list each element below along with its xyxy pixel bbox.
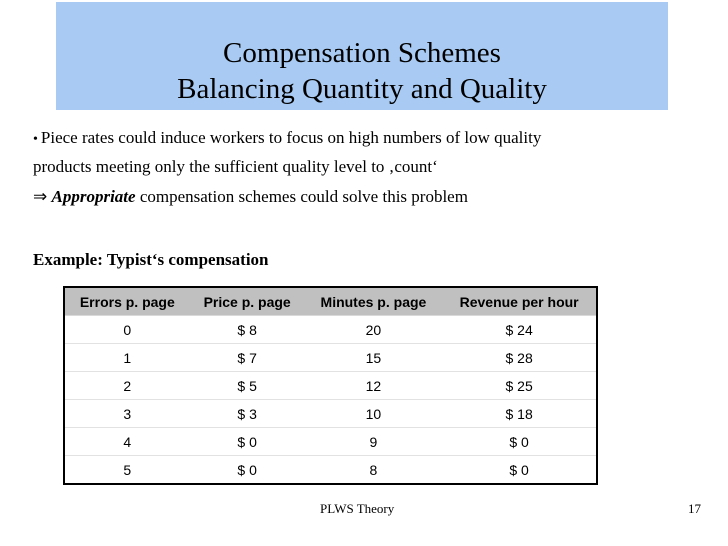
conclusion-text: compensation schemes could solve this problem: [139, 187, 468, 206]
conclusion-emphasis: Appropriate: [51, 187, 136, 206]
cell-revenue: $ 24: [442, 316, 597, 344]
table-row: [64, 428, 597, 456]
bullet-point: [33, 124, 693, 180]
cell-revenue: $ 25: [442, 372, 597, 400]
cell-errors: 5: [123, 461, 132, 478]
cell-minutes: 15: [305, 344, 443, 372]
table-row: [64, 344, 597, 372]
cell-errors: 1: [64, 344, 190, 372]
table-row: [64, 372, 597, 400]
title-banner: [56, 2, 668, 110]
header-revenue: Revenue per hour: [442, 287, 597, 316]
cell-minutes: 20: [305, 316, 443, 344]
example-heading: Example: Typist‘s compensation: [33, 250, 269, 269]
table-row: [64, 456, 597, 485]
slide-title: Compensation Schemes: [223, 37, 501, 69]
bullet-text-line2: products meeting only the sufficient quality level to ‚count‘: [33, 157, 438, 176]
cell-revenue: $ 0: [509, 461, 529, 478]
footer-label: PLWS Theory: [320, 501, 395, 516]
cell-minutes: 10: [305, 400, 443, 428]
table-header-row: [64, 287, 597, 316]
cell-errors: 0: [64, 316, 190, 344]
slide-subtitle: Balancing Quantity and Quality: [177, 73, 547, 105]
page-number: 17: [688, 501, 701, 516]
bullet-text-line1: Piece rates could induce workers to focus on high numbers of low quality: [40, 128, 542, 147]
header-errors: Errors p. page: [64, 287, 190, 316]
header-price: Price p. page: [190, 287, 305, 316]
cell-price: $ 7: [190, 344, 305, 372]
cell-price: $ 0: [190, 428, 305, 456]
cell-revenue: $ 28: [442, 344, 597, 372]
implies-arrow-icon: ⇒: [33, 187, 48, 206]
bullet-icon: •: [33, 132, 38, 147]
cell-errors: 3: [64, 400, 190, 428]
cell-minutes: 9: [305, 428, 443, 456]
table-row: [64, 400, 597, 428]
table-row: [64, 316, 597, 344]
cell-price: $ 0: [237, 461, 257, 478]
cell-minutes: 12: [305, 372, 443, 400]
conclusion-line: [33, 185, 468, 209]
cell-price: $ 3: [190, 400, 305, 428]
header-minutes: Minutes p. page: [305, 287, 443, 316]
cell-minutes: 8: [369, 461, 378, 478]
cell-errors: 2: [64, 372, 190, 400]
cell-price: $ 5: [190, 372, 305, 400]
compensation-table: [63, 286, 598, 485]
cell-price: $ 8: [190, 316, 305, 344]
cell-errors: 4: [64, 428, 190, 456]
cell-revenue: $ 0: [442, 428, 597, 456]
cell-revenue: $ 18: [442, 400, 597, 428]
